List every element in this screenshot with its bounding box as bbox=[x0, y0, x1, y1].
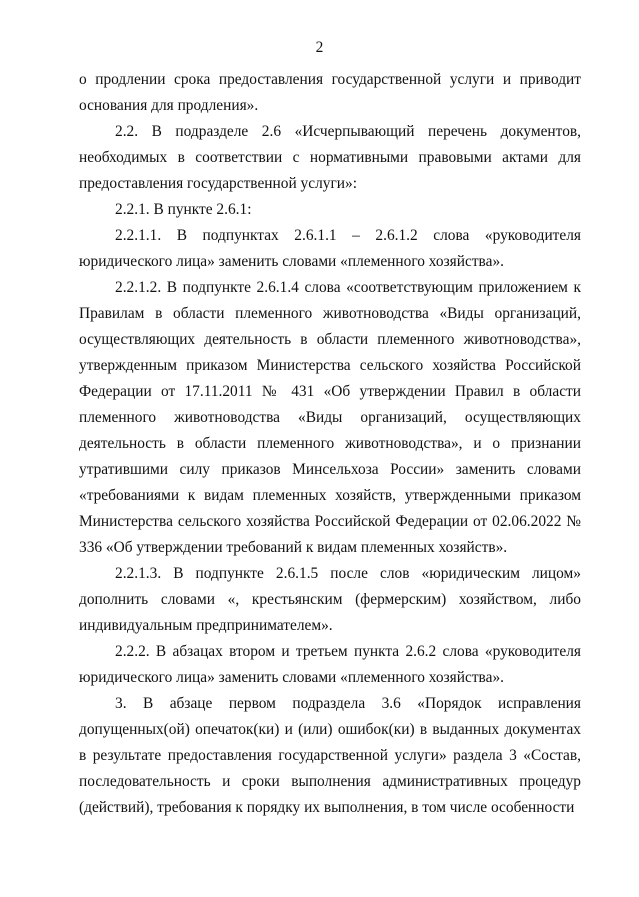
paragraph-2-2: 2.2. В подразделе 2.6 «Исчерпывающий перечень документов, необходимых в соответствии с нормативными правовыми актами для предоставления государственной услуги»: bbox=[79, 123, 581, 192]
paragraph-2-2-2: 2.2.2. В абзацах втором и третьем пункта 2.6.2 слова «руководителя юридического лица» заменить словами «племенного хозяйства». bbox=[79, 643, 581, 686]
page-number: 2 bbox=[315, 39, 324, 56]
paragraph-2-2-1-2: 2.2.1.2. В подпункте 2.6.1.4 слова «соответствующим приложением к Правилам в области племенного животноводства «Виды организаций, осуществляющих деятельность в области племенного животноводства», утвержденным приказом Министерства сельского хозяйства Российской Федерации от 17.11.2011 № 431 «Об утверждении Правил в области племенного животноводства «Виды организаций, осуществляющих деятельность в области племенного животноводства», и о признании утратившими силу приказов Минсельхоза России» заменить словами «требованиями к видам племенных хозяйств, утвержденными приказом Министерства сельского хозяйства Российской Федерации от 02.06.2022 № 336 «Об утверждении требований к видам племенных хозяйств». bbox=[79, 279, 581, 556]
document-body bbox=[79, 67, 581, 821]
paragraph-2-2-1-3: 2.2.1.3. В подпункте 2.6.1.5 после слов «юридическим лицом» дополнить словами «, крестьянским (фермерским) хозяйством, либо индивидуальным предпринимателем». bbox=[79, 565, 581, 634]
paragraph-2-2-1-1: 2.2.1.1. В подпунктах 2.6.1.1 – 2.6.1.2 слова «руководителя юридического лица» заменить словами «племенного хозяйства». bbox=[79, 227, 581, 270]
paragraph-3: 3. В абзаце первом подраздела 3.6 «Порядок исправления допущенных(ой) опечаток(ки) и (или) ошибок(ки) в выданных документах в результате предоставления государственной услуги» раздела 3 «Состав, последовательность и сроки выполнения административных процедур (действий), требования к порядку их выполнения, в том числе особенности bbox=[79, 695, 581, 816]
paragraph-continuation: о продлении срока предоставления государственной услуги и приводит основания для продления». bbox=[79, 71, 581, 114]
paragraph-2-2-1: 2.2.1. В пункте 2.6.1: bbox=[115, 201, 252, 218]
